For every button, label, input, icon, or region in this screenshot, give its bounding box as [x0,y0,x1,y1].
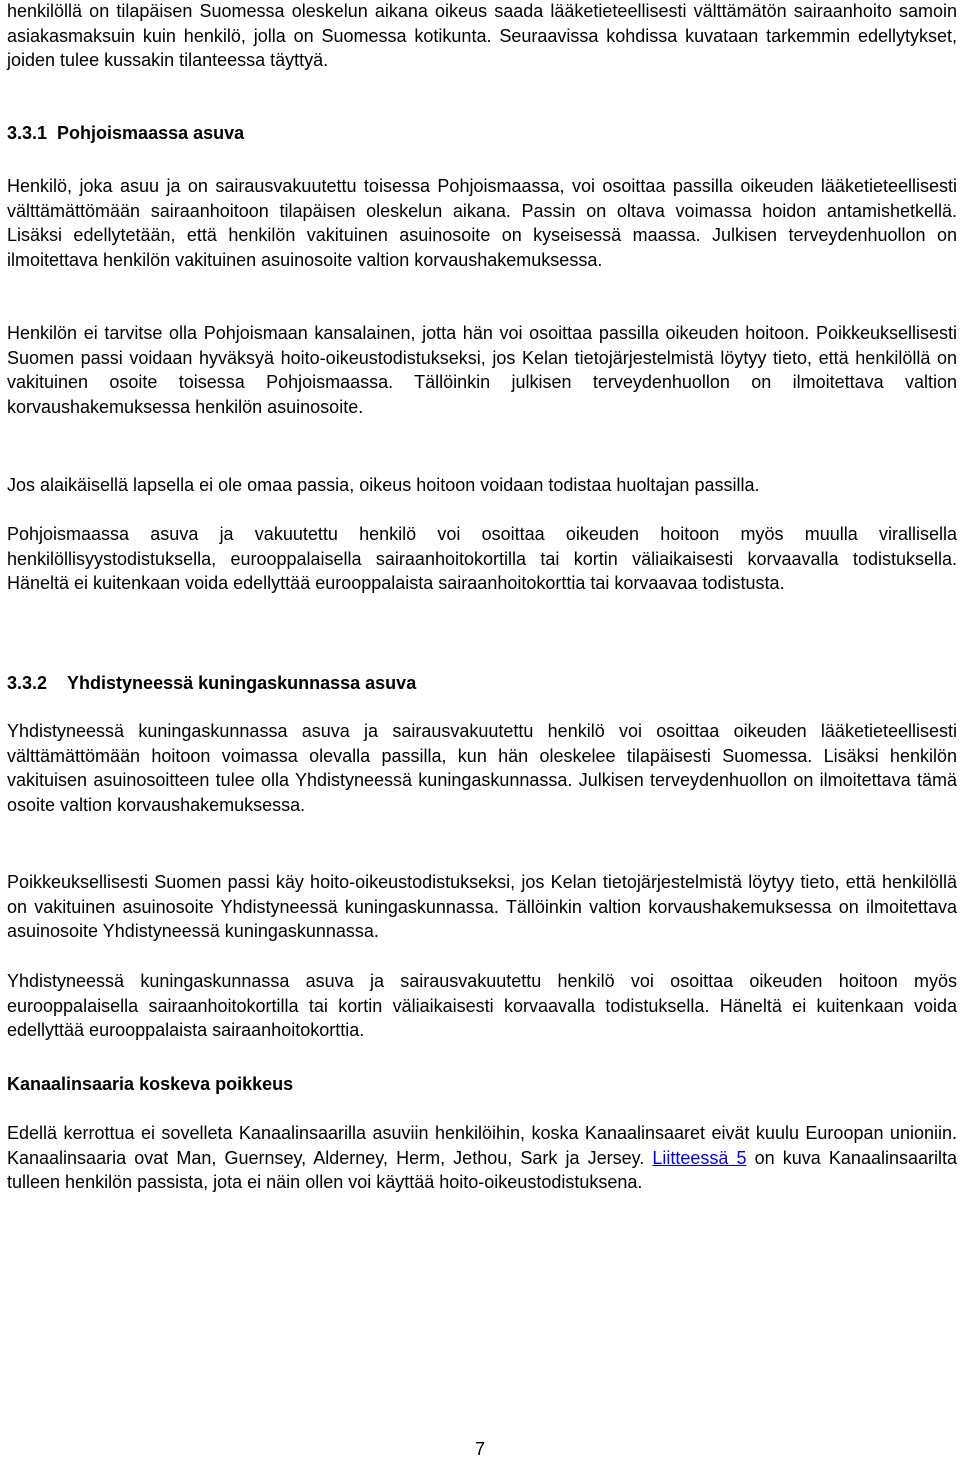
paragraph [7,1121,957,1195]
section-heading-3-3-2 [7,671,957,696]
section-title: Yhdistyneessä kuningaskunnassa asuva [67,673,417,693]
subsection-heading: Kanaalinsaaria koskeva poikkeus [7,1074,294,1094]
paragraph: Yhdistyneessä kuningaskunnassa asuva ja sairausvakuutettu henkilö voi osoittaa oikeuden hoitoon myös eurooppalaisella sairaanhoitokortilla tai kortin väliaikaisesti korvaavalla todistuksella. Häneltä ei kuitenkaan voida edellyttää eurooppalaista sairaanhoitokorttia. [7,971,957,1041]
page-number: 7 [474,1439,485,1459]
paragraph: Henkilö, joka asuu ja on sairausvakuutettu toisessa Pohjoismaassa, voi osoittaa passilla oikeuden lääketieteellisesti välttämättömään sairaanhoitoon tilapäisen oleskelun aikana. Passin on oltava voimassa hoidon antamishetkellä. Lisäksi edellytetään, että henkilön vakituinen asuinosoite on kyseisessä maassa. Julkisen terveydenhuollon on ilmoitettava henkilön vakituinen asuinosoite valtion korvaushakemuksessa. [7,176,957,270]
section-title: Pohjoismaassa asuva [57,123,245,143]
paragraph: Poikkeuksellisesti Suomen passi käy hoito-oikeustodistukseksi, jos Kelan tietojärjestelmistä löytyy tieto, että henkilöllä on vakituinen asuinosoite Yhdistyneessä kuningaskunnassa. Tällöinkin valtion korvaushakemuksessa on ilmoitettava asuinosoite Yhdistyneessä kuningaskunnassa. [7,872,957,942]
paragraph: Jos alaikäisellä lapsella ei ole omaa passia, oikeus hoitoon voidaan todistaa huoltajan passilla. [7,475,760,495]
appendix-link[interactable]: Liitteessä 5 [652,1147,747,1168]
paragraph-text: Edellä kerrottua ei sovelleta Kanaalinsaarilla asuviin henkilöihin, koska Kanaalinsaaret eivät kuulu Euroopan unioniin. Kanaalinsaaria ovat Man, Guernsey, Alderney, Herm, Jethou, Sark ja Jersey. [7,1123,957,1168]
paragraph-text: on kuva Kanaalinsaarilta tulleen henkilön passista, jota ei näin ollen voi käyttää hoito-oikeustodistuksena. [7,1147,957,1193]
section-number: 3.3.1 [7,123,48,143]
paragraph: Yhdistyneessä kuningaskunnassa asuva ja sairausvakuutettu henkilö voi osoittaa oikeuden lääketieteellisesti välttämättömään hoitoon voimassa olevalla passilla, kun hän oleskelee tilapäisesti Suomessa. Lisäksi henkilön vakituisen asuinosoitteen tulee olla Yhdistyneessä kuningaskunnassa. Julkisen terveydenhuollon on ilmoitettava tämä osoite valtion korvaushakemuksessa. [7,721,957,815]
intro-paragraph: henkilöllä on tilapäisen Suomessa oleskelun aikana oikeus saada lääketieteellisesti välttämätön sairaanhoito samoin asiakasmaksuin kuin henkilö, jolla on Suomessa kotikunta. Seuraavissa kohdissa kuvataan tarkemmin edellytykset, joiden tulee kussakin tilanteessa täyttyä. [7,1,957,71]
section-heading-3-3-1 [7,121,957,146]
paragraph: Pohjoismaassa asuva ja vakuutettu henkilö voi osoittaa oikeuden hoitoon myös muulla virallisella henkilöllisyystodistuksella, eurooppalaisella sairaanhoitokortilla tai kortin väliaikaisesti korvaavalla todistuksella. Häneltä ei kuitenkaan voida edellyttää eurooppalaista sairaanhoitokorttia tai korvaavaa todistusta. [7,524,957,594]
section-number: 3.3.2 [7,673,48,693]
paragraph: Henkilön ei tarvitse olla Pohjoismaan kansalainen, jotta hän voi osoittaa passilla oikeuden hoitoon. Poikkeuksellisesti Suomen passi voidaan hyväksyä hoito-oikeustodistukseksi, jos Kelan tietojärjestelmistä löytyy tieto, että henkilöllä on vakituinen osoite toisessa Pohjoismaassa. Tällöinkin julkisen terveydenhuollon on ilmoitettava valtion korvaushakemuksessa henkilön asuinosoite. [7,323,957,417]
